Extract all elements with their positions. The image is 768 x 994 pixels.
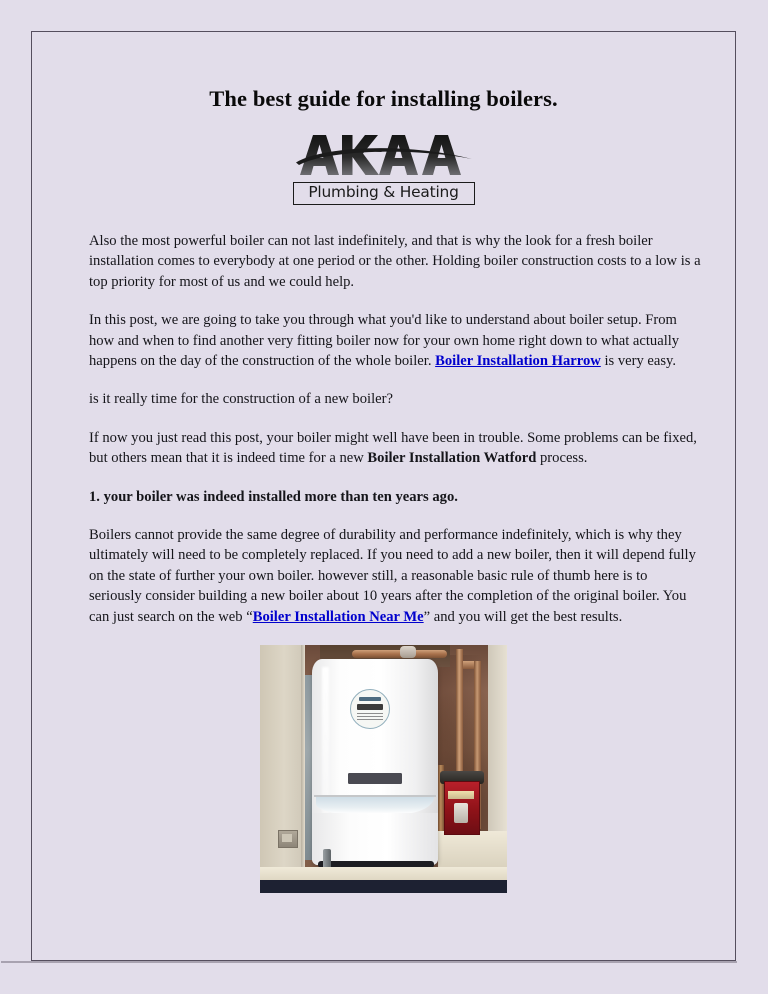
paragraph-2-text-before: In this post, we are going to take you through what you'd like to understand about boiler setup. From how and when to find another very fitting boiler now for your own home right down to what actually happens on the day of the construction of the whole boiler.: [89, 312, 680, 370]
logo-tagline-box: [293, 182, 475, 205]
paragraph-4-text-before: If now you just read this post, your boiler might well have been in trouble. Some problems can be fixed, but others mean that it is indeed time for a new: [89, 429, 697, 467]
logo-tagline: Plumbing & Heating: [308, 183, 459, 201]
photo-filter-window: [454, 803, 468, 823]
photo-sticker-important-text: [357, 704, 383, 710]
photo-door-hinge-plate: [282, 834, 292, 842]
paragraph-6-text-after: ” and you will get the best results.: [423, 608, 623, 625]
photo-cupboard-door: [260, 645, 304, 893]
emphasis-boiler-installation-watford: Boiler Installation Watford: [367, 450, 537, 467]
paragraph-3: is it really time for the construction of a new boiler?: [89, 391, 393, 408]
photo-vaillant-logo: [348, 773, 402, 784]
photo-filter-label: [448, 791, 474, 799]
paragraph-1: Also the most powerful boiler can not last indefinitely, and that is why the look for a fresh boiler installation comes to everybody at one period or the other. Holding boiler construction costs to a low is a top priority for most of us and we could help.: [89, 233, 701, 290]
link-boiler-installation-harrow[interactable]: Boiler Installation Harrow: [435, 353, 601, 370]
company-logo: [293, 131, 475, 205]
photo-sticker-brand-text: [359, 697, 381, 701]
photo-shelf-right: [438, 831, 507, 869]
photo-cupboard-door-edge: [301, 645, 305, 893]
section-heading-1: 1. your boiler was indeed installed more than ten years ago.: [89, 488, 458, 505]
paragraph-4-text-after: process.: [536, 450, 588, 467]
boiler-photo: [260, 645, 507, 893]
paragraph-2-text-after: is very easy.: [600, 353, 677, 370]
photo-shelf-front-edge: [260, 880, 507, 893]
article-body: [32, 231, 735, 627]
photo-sticker-body-text: [357, 713, 383, 721]
akaa-wordmark-icon: [293, 131, 475, 179]
paragraph-2: [89, 310, 702, 371]
photo-pipe-fitting: [400, 646, 416, 658]
photo-boiler-accent-curve: [316, 797, 434, 814]
paragraph-6: [89, 525, 702, 627]
link-boiler-installation-near-me[interactable]: Boiler Installation Near Me: [252, 608, 424, 625]
paragraph-4: [89, 428, 702, 469]
page-title: The best guide for installing boilers.: [209, 86, 558, 111]
paragraph-6-text-before: Boilers cannot provide the same degree of durability and performance indefinitely, which is why they ultimately will need to be completely replaced. If you need to add a new boiler, then it will depend fully on the state of further your own boiler. however still, a reasonable basic rule of thumb here is to seriously consider building a new boiler about 10 years after the completion of the original boiler. You can just search on the web “: [89, 527, 696, 625]
document-page: [31, 31, 736, 961]
